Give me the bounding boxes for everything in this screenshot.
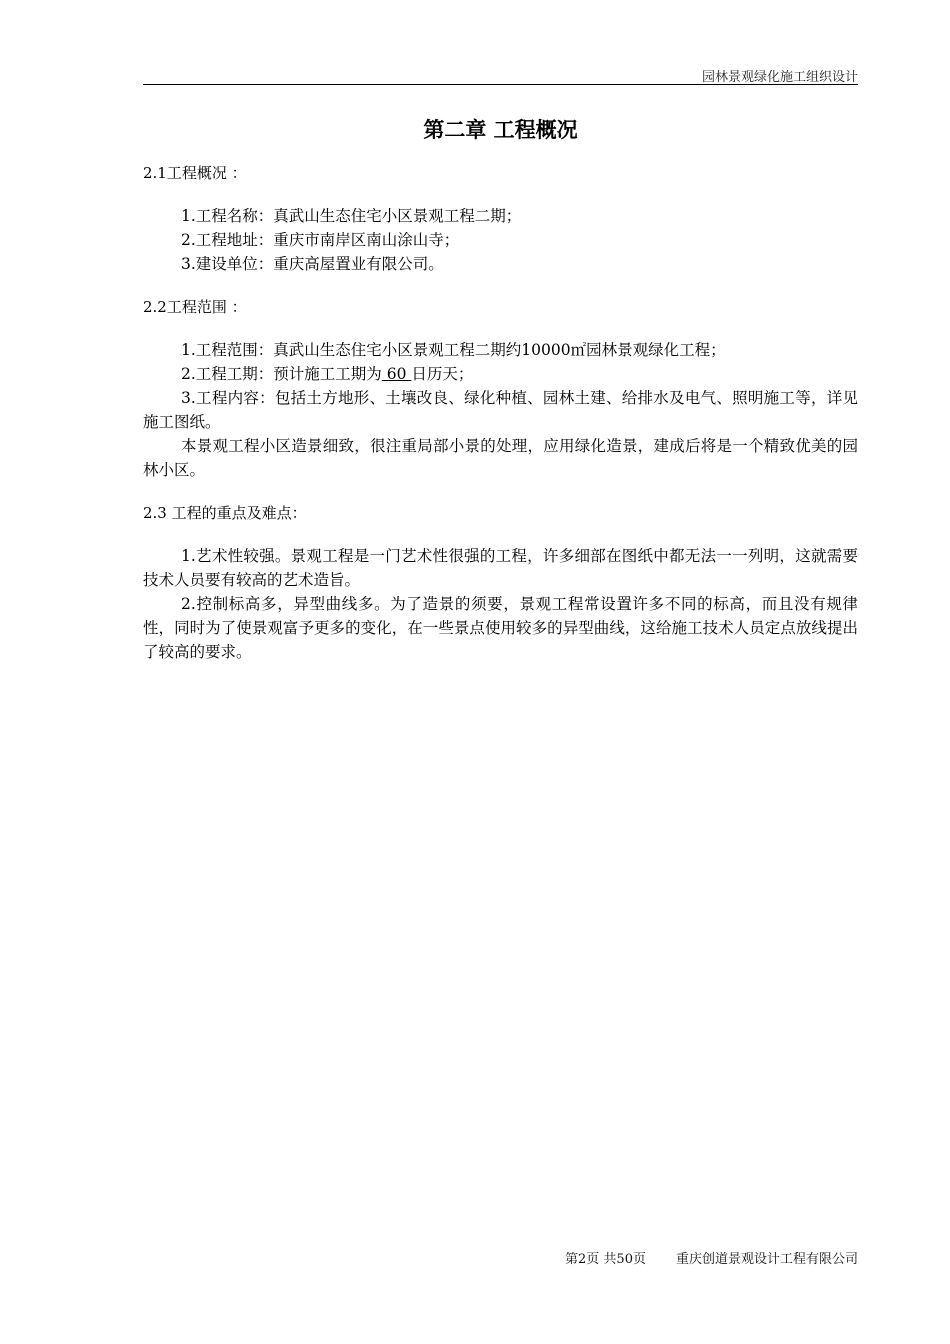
page-number: 第2页 共50页 xyxy=(565,1252,646,1267)
section-2-1 xyxy=(143,161,858,276)
duration-days: 60 xyxy=(381,365,412,383)
company-name: 重庆创道景观设计工程有限公司 xyxy=(675,1252,858,1267)
project-name-line: 1.工程名称：真武山生态住宅小区景观工程二期； xyxy=(181,207,522,225)
section-heading: 2.2工程范围 ： xyxy=(143,298,247,316)
work-content-line: 3.工程内容：包括土方地形、土壤改良、绿化种植、园林土建、给排水及电气、照明施工等，详见施工图纸。 xyxy=(143,389,858,431)
running-header: 园林景观绿化施工组织设计 xyxy=(701,70,858,85)
client-line: 3.建设单位：重庆高屋置业有限公司。 xyxy=(181,255,444,273)
section-heading: 2.3 工程的重点及难点： xyxy=(143,504,307,522)
summary-paragraph: 本景观工程小区造景细致，很注重局部小景的处理，应用绿化造景，建成后将是一个精致优美的园林小区。 xyxy=(143,437,858,479)
section-2-2 xyxy=(143,295,858,482)
duration-suffix: 日历天； xyxy=(411,365,474,383)
duration-prefix: 2.工程工期：预计施工工期为 xyxy=(181,365,382,383)
page-footer xyxy=(565,1248,858,1267)
section-2-3 xyxy=(143,501,858,664)
difficulty-item: 1.艺术性较强。景观工程是一门艺术性很强的工程，许多细部在图纸中都无法一一列明，这就需要技术人员要有较高的艺术造旨。 xyxy=(143,547,858,589)
scope-line: 1.工程范围：真武山生态住宅小区景观工程二期约10000㎡园林景观绿化工程； xyxy=(181,341,726,359)
section-heading: 2.1工程概况 ： xyxy=(143,164,247,182)
page-body xyxy=(143,112,858,664)
duration-line xyxy=(143,362,858,386)
project-address-line: 2.工程地址：重庆市南岸区南山涂山寺； xyxy=(181,231,460,249)
header-divider xyxy=(143,84,858,85)
chapter-title: 第二章 工程概况 xyxy=(423,118,578,142)
difficulty-item: 2.控制标高多，异型曲线多。为了造景的须要，景观工程常设置许多不同的标高，而且没有规律性，同时为了使景观富予更多的变化，在一些景点使用较多的异型曲线，这给施工技术人员定点放线提出了较高的要求。 xyxy=(143,595,858,661)
